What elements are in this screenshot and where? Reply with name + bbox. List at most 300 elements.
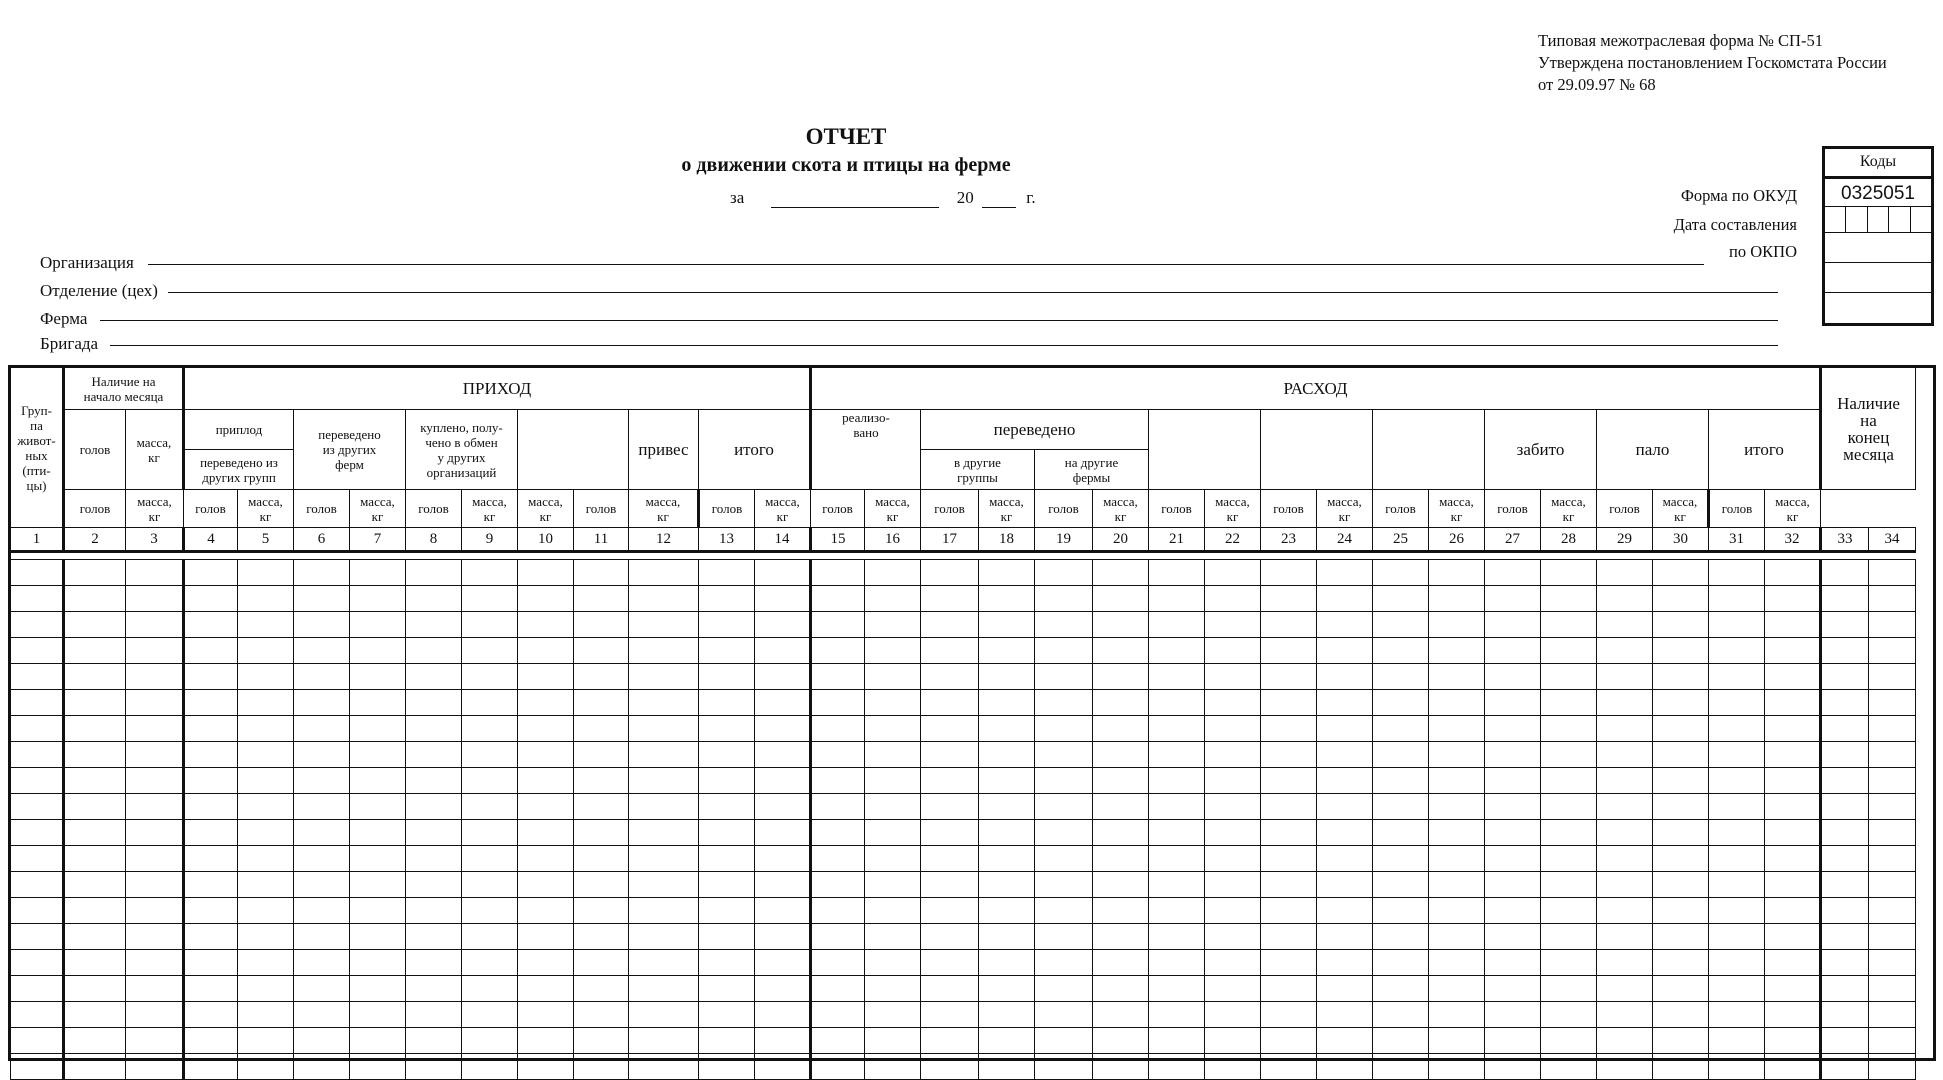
table-cell[interactable] bbox=[865, 742, 921, 768]
table-cell[interactable] bbox=[184, 768, 238, 794]
table-cell[interactable] bbox=[865, 1002, 921, 1028]
table-cell[interactable] bbox=[979, 586, 1035, 612]
table-cell[interactable] bbox=[294, 794, 350, 820]
table-cell[interactable] bbox=[865, 1028, 921, 1054]
table-cell[interactable] bbox=[1205, 560, 1261, 586]
table-cell[interactable] bbox=[1317, 586, 1373, 612]
table-cell[interactable] bbox=[699, 716, 755, 742]
table-cell[interactable] bbox=[126, 924, 184, 950]
table-cell[interactable] bbox=[1093, 950, 1149, 976]
table-cell[interactable] bbox=[979, 1002, 1035, 1028]
table-cell[interactable] bbox=[921, 846, 979, 872]
table-cell[interactable] bbox=[1821, 1028, 1869, 1054]
table-cell[interactable] bbox=[1485, 872, 1541, 898]
table-cell[interactable] bbox=[1035, 950, 1093, 976]
table-cell[interactable] bbox=[1373, 560, 1429, 586]
table-cell[interactable] bbox=[574, 560, 629, 586]
table-cell[interactable] bbox=[406, 950, 462, 976]
table-cell[interactable] bbox=[1869, 638, 1916, 664]
table-cell[interactable] bbox=[1869, 664, 1916, 690]
table-cell[interactable] bbox=[1429, 742, 1485, 768]
table-cell[interactable] bbox=[406, 768, 462, 794]
table-cell[interactable] bbox=[11, 690, 64, 716]
table-cell[interactable] bbox=[699, 950, 755, 976]
table-cell[interactable] bbox=[1205, 924, 1261, 950]
table-cell[interactable] bbox=[629, 768, 699, 794]
table-cell[interactable] bbox=[979, 664, 1035, 690]
table-cell[interactable] bbox=[1485, 1002, 1541, 1028]
table-cell[interactable] bbox=[629, 872, 699, 898]
table-cell[interactable] bbox=[755, 924, 811, 950]
table-cell[interactable] bbox=[1597, 794, 1653, 820]
table-cell[interactable] bbox=[1821, 560, 1869, 586]
table-cell[interactable] bbox=[1205, 950, 1261, 976]
table-cell[interactable] bbox=[518, 742, 574, 768]
table-cell[interactable] bbox=[1597, 872, 1653, 898]
table-cell[interactable] bbox=[126, 742, 184, 768]
table-cell[interactable] bbox=[1149, 846, 1205, 872]
table-cell[interactable] bbox=[629, 976, 699, 1002]
table-cell[interactable] bbox=[1821, 820, 1869, 846]
table-cell[interactable] bbox=[406, 1002, 462, 1028]
table-cell[interactable] bbox=[462, 898, 518, 924]
table-cell[interactable] bbox=[755, 560, 811, 586]
table-cell[interactable] bbox=[1373, 768, 1429, 794]
table-cell[interactable] bbox=[64, 664, 126, 690]
table-cell[interactable] bbox=[1597, 664, 1653, 690]
table-cell[interactable] bbox=[865, 690, 921, 716]
table-cell[interactable] bbox=[979, 1054, 1035, 1080]
table-cell[interactable] bbox=[462, 560, 518, 586]
table-cell[interactable] bbox=[755, 742, 811, 768]
table-cell[interactable] bbox=[1597, 768, 1653, 794]
table-cell[interactable] bbox=[1261, 690, 1317, 716]
table-cell[interactable] bbox=[350, 612, 406, 638]
table-cell[interactable] bbox=[1541, 1002, 1597, 1028]
table-cell[interactable] bbox=[126, 586, 184, 612]
table-cell[interactable] bbox=[979, 846, 1035, 872]
table-cell[interactable] bbox=[64, 638, 126, 664]
table-cell[interactable] bbox=[1093, 820, 1149, 846]
table-cell[interactable] bbox=[1373, 586, 1429, 612]
table-cell[interactable] bbox=[574, 846, 629, 872]
table-cell[interactable] bbox=[699, 768, 755, 794]
table-cell[interactable] bbox=[629, 794, 699, 820]
table-cell[interactable] bbox=[1869, 794, 1916, 820]
table-cell[interactable] bbox=[1869, 898, 1916, 924]
table-cell[interactable] bbox=[1709, 924, 1765, 950]
table-cell[interactable] bbox=[574, 612, 629, 638]
table-cell[interactable] bbox=[238, 612, 294, 638]
table-cell[interactable] bbox=[979, 794, 1035, 820]
table-cell[interactable] bbox=[865, 768, 921, 794]
table-cell[interactable] bbox=[574, 924, 629, 950]
table-cell[interactable] bbox=[406, 872, 462, 898]
table-cell[interactable] bbox=[518, 976, 574, 1002]
table-cell[interactable] bbox=[406, 846, 462, 872]
table-cell[interactable] bbox=[811, 950, 865, 976]
table-cell[interactable] bbox=[1317, 638, 1373, 664]
table-cell[interactable] bbox=[699, 794, 755, 820]
table-cell[interactable] bbox=[1373, 976, 1429, 1002]
table-cell[interactable] bbox=[1821, 924, 1869, 950]
table-cell[interactable] bbox=[1597, 820, 1653, 846]
table-cell[interactable] bbox=[1485, 950, 1541, 976]
table-cell[interactable] bbox=[1821, 846, 1869, 872]
table-cell[interactable] bbox=[1597, 846, 1653, 872]
table-cell[interactable] bbox=[921, 1002, 979, 1028]
table-cell[interactable] bbox=[1869, 820, 1916, 846]
table-cell[interactable] bbox=[1821, 742, 1869, 768]
table-cell[interactable] bbox=[755, 1054, 811, 1080]
table-cell[interactable] bbox=[294, 1002, 350, 1028]
table-cell[interactable] bbox=[699, 898, 755, 924]
table-cell[interactable] bbox=[238, 690, 294, 716]
table-cell[interactable] bbox=[1485, 742, 1541, 768]
table-cell[interactable] bbox=[1869, 716, 1916, 742]
table-cell[interactable] bbox=[64, 898, 126, 924]
table-cell[interactable] bbox=[1821, 586, 1869, 612]
table-cell[interactable] bbox=[1765, 950, 1821, 976]
table-cell[interactable] bbox=[64, 742, 126, 768]
table-cell[interactable] bbox=[1485, 898, 1541, 924]
table-cell[interactable] bbox=[184, 898, 238, 924]
table-cell[interactable] bbox=[1317, 742, 1373, 768]
table-cell[interactable] bbox=[1597, 690, 1653, 716]
table-cell[interactable] bbox=[1765, 976, 1821, 1002]
table-cell[interactable] bbox=[1149, 1002, 1205, 1028]
table-cell[interactable] bbox=[518, 638, 574, 664]
table-cell[interactable] bbox=[1373, 742, 1429, 768]
table-cell[interactable] bbox=[1261, 742, 1317, 768]
table-cell[interactable] bbox=[1869, 1028, 1916, 1054]
table-cell[interactable] bbox=[755, 716, 811, 742]
table-cell[interactable] bbox=[1205, 976, 1261, 1002]
table-cell[interactable] bbox=[518, 768, 574, 794]
table-cell[interactable] bbox=[979, 976, 1035, 1002]
table-cell[interactable] bbox=[1149, 638, 1205, 664]
table-cell[interactable] bbox=[1429, 1054, 1485, 1080]
table-cell[interactable] bbox=[238, 976, 294, 1002]
table-cell[interactable] bbox=[238, 924, 294, 950]
table-cell[interactable] bbox=[1261, 1054, 1317, 1080]
table-cell[interactable] bbox=[1653, 1002, 1709, 1028]
table-cell[interactable] bbox=[294, 664, 350, 690]
table-cell[interactable] bbox=[11, 716, 64, 742]
table-cell[interactable] bbox=[1821, 768, 1869, 794]
table-cell[interactable] bbox=[1093, 846, 1149, 872]
table-cell[interactable] bbox=[518, 690, 574, 716]
table-cell[interactable] bbox=[1261, 716, 1317, 742]
table-cell[interactable] bbox=[1317, 690, 1373, 716]
table-cell[interactable] bbox=[1317, 898, 1373, 924]
table-cell[interactable] bbox=[1429, 1028, 1485, 1054]
table-cell[interactable] bbox=[126, 768, 184, 794]
table-cell[interactable] bbox=[1485, 1054, 1541, 1080]
table-cell[interactable] bbox=[294, 846, 350, 872]
table-cell[interactable] bbox=[518, 560, 574, 586]
table-cell[interactable] bbox=[699, 612, 755, 638]
table-cell[interactable] bbox=[1765, 586, 1821, 612]
table-cell[interactable] bbox=[755, 664, 811, 690]
brigade-field[interactable] bbox=[110, 345, 1778, 346]
table-cell[interactable] bbox=[1205, 1028, 1261, 1054]
table-cell[interactable] bbox=[1597, 638, 1653, 664]
table-cell[interactable] bbox=[1093, 638, 1149, 664]
table-cell[interactable] bbox=[1205, 846, 1261, 872]
table-cell[interactable] bbox=[1765, 820, 1821, 846]
table-cell[interactable] bbox=[238, 664, 294, 690]
table-cell[interactable] bbox=[1541, 742, 1597, 768]
table-cell[interactable] bbox=[11, 1054, 64, 1080]
table-cell[interactable] bbox=[1653, 976, 1709, 1002]
table-cell[interactable] bbox=[1653, 690, 1709, 716]
organization-field[interactable] bbox=[148, 264, 1704, 265]
table-cell[interactable] bbox=[350, 560, 406, 586]
table-cell[interactable] bbox=[574, 898, 629, 924]
table-cell[interactable] bbox=[1093, 1002, 1149, 1028]
table-cell[interactable] bbox=[462, 742, 518, 768]
table-cell[interactable] bbox=[1093, 560, 1149, 586]
table-cell[interactable] bbox=[406, 976, 462, 1002]
table-cell[interactable] bbox=[629, 612, 699, 638]
table-cell[interactable] bbox=[462, 664, 518, 690]
table-cell[interactable] bbox=[811, 1002, 865, 1028]
table-cell[interactable] bbox=[406, 638, 462, 664]
table-cell[interactable] bbox=[921, 820, 979, 846]
table-cell[interactable] bbox=[126, 690, 184, 716]
table-cell[interactable] bbox=[462, 612, 518, 638]
table-cell[interactable] bbox=[811, 872, 865, 898]
table-cell[interactable] bbox=[294, 638, 350, 664]
table-cell[interactable] bbox=[921, 690, 979, 716]
table-cell[interactable] bbox=[1429, 1002, 1485, 1028]
table-cell[interactable] bbox=[1205, 716, 1261, 742]
table-cell[interactable] bbox=[1035, 1054, 1093, 1080]
table-cell[interactable] bbox=[1821, 638, 1869, 664]
table-cell[interactable] bbox=[1869, 560, 1916, 586]
table-cell[interactable] bbox=[462, 872, 518, 898]
table-cell[interactable] bbox=[64, 560, 126, 586]
table-cell[interactable] bbox=[1765, 768, 1821, 794]
table-cell[interactable] bbox=[1317, 976, 1373, 1002]
period-field[interactable] bbox=[771, 189, 939, 208]
table-cell[interactable] bbox=[574, 1028, 629, 1054]
table-cell[interactable] bbox=[294, 898, 350, 924]
table-cell[interactable] bbox=[126, 872, 184, 898]
table-cell[interactable] bbox=[1373, 1002, 1429, 1028]
table-cell[interactable] bbox=[1429, 846, 1485, 872]
table-cell[interactable] bbox=[811, 768, 865, 794]
table-cell[interactable] bbox=[755, 820, 811, 846]
table-cell[interactable] bbox=[921, 768, 979, 794]
table-cell[interactable] bbox=[1653, 820, 1709, 846]
table-cell[interactable] bbox=[294, 950, 350, 976]
table-cell[interactable] bbox=[979, 950, 1035, 976]
table-cell[interactable] bbox=[699, 586, 755, 612]
table-cell[interactable] bbox=[1653, 846, 1709, 872]
table-cell[interactable] bbox=[64, 716, 126, 742]
table-cell[interactable] bbox=[64, 1002, 126, 1028]
table-cell[interactable] bbox=[574, 638, 629, 664]
table-cell[interactable] bbox=[1869, 872, 1916, 898]
table-cell[interactable] bbox=[1317, 1054, 1373, 1080]
table-cell[interactable] bbox=[629, 1028, 699, 1054]
table-cell[interactable] bbox=[126, 846, 184, 872]
table-cell[interactable] bbox=[126, 560, 184, 586]
table-cell[interactable] bbox=[1261, 1002, 1317, 1028]
table-cell[interactable] bbox=[294, 768, 350, 794]
table-cell[interactable] bbox=[1765, 1054, 1821, 1080]
table-cell[interactable] bbox=[462, 586, 518, 612]
table-cell[interactable] bbox=[1541, 612, 1597, 638]
table-cell[interactable] bbox=[865, 794, 921, 820]
table-cell[interactable] bbox=[64, 690, 126, 716]
table-cell[interactable] bbox=[811, 560, 865, 586]
table-cell[interactable] bbox=[1317, 950, 1373, 976]
table-cell[interactable] bbox=[294, 560, 350, 586]
table-cell[interactable] bbox=[979, 690, 1035, 716]
table-cell[interactable] bbox=[1653, 1054, 1709, 1080]
table-cell[interactable] bbox=[755, 872, 811, 898]
table-cell[interactable] bbox=[126, 898, 184, 924]
table-cell[interactable] bbox=[1093, 872, 1149, 898]
table-cell[interactable] bbox=[979, 1028, 1035, 1054]
table-cell[interactable] bbox=[811, 976, 865, 1002]
table-cell[interactable] bbox=[1317, 820, 1373, 846]
table-cell[interactable] bbox=[184, 794, 238, 820]
table-cell[interactable] bbox=[11, 924, 64, 950]
table-cell[interactable] bbox=[1765, 690, 1821, 716]
table-cell[interactable] bbox=[1709, 1002, 1765, 1028]
table-cell[interactable] bbox=[294, 820, 350, 846]
table-cell[interactable] bbox=[462, 976, 518, 1002]
table-cell[interactable] bbox=[1653, 742, 1709, 768]
table-cell[interactable] bbox=[1821, 612, 1869, 638]
table-cell[interactable] bbox=[1429, 586, 1485, 612]
table-cell[interactable] bbox=[184, 950, 238, 976]
code-cell-4[interactable] bbox=[1825, 263, 1931, 293]
table-cell[interactable] bbox=[699, 664, 755, 690]
table-cell[interactable] bbox=[1541, 794, 1597, 820]
table-cell[interactable] bbox=[1709, 638, 1765, 664]
table-cell[interactable] bbox=[462, 768, 518, 794]
table-cell[interactable] bbox=[518, 586, 574, 612]
table-cell[interactable] bbox=[1429, 638, 1485, 664]
table-cell[interactable] bbox=[294, 976, 350, 1002]
table-cell[interactable] bbox=[1709, 794, 1765, 820]
table-cell[interactable] bbox=[699, 820, 755, 846]
table-cell[interactable] bbox=[350, 716, 406, 742]
table-cell[interactable] bbox=[350, 768, 406, 794]
table-cell[interactable] bbox=[1035, 612, 1093, 638]
date-cells[interactable] bbox=[1825, 207, 1931, 233]
table-cell[interactable] bbox=[1821, 872, 1869, 898]
table-cell[interactable] bbox=[1373, 1028, 1429, 1054]
table-cell[interactable] bbox=[1541, 638, 1597, 664]
table-cell[interactable] bbox=[699, 638, 755, 664]
table-cell[interactable] bbox=[1317, 924, 1373, 950]
table-cell[interactable] bbox=[1205, 612, 1261, 638]
table-cell[interactable] bbox=[921, 742, 979, 768]
table-cell[interactable] bbox=[1821, 1002, 1869, 1028]
table-cell[interactable] bbox=[811, 716, 865, 742]
table-cell[interactable] bbox=[11, 612, 64, 638]
table-cell[interactable] bbox=[406, 742, 462, 768]
table-cell[interactable] bbox=[629, 898, 699, 924]
table-cell[interactable] bbox=[294, 924, 350, 950]
table-cell[interactable] bbox=[921, 586, 979, 612]
table-cell[interactable] bbox=[184, 586, 238, 612]
table-cell[interactable] bbox=[921, 1054, 979, 1080]
table-cell[interactable] bbox=[1093, 1054, 1149, 1080]
table-cell[interactable] bbox=[350, 638, 406, 664]
table-cell[interactable] bbox=[1035, 716, 1093, 742]
table-cell[interactable] bbox=[1653, 794, 1709, 820]
table-cell[interactable] bbox=[1261, 612, 1317, 638]
table-cell[interactable] bbox=[406, 1028, 462, 1054]
table-cell[interactable] bbox=[811, 1054, 865, 1080]
table-cell[interactable] bbox=[518, 846, 574, 872]
table-cell[interactable] bbox=[1261, 1028, 1317, 1054]
table-cell[interactable] bbox=[406, 586, 462, 612]
table-cell[interactable] bbox=[1541, 976, 1597, 1002]
table-cell[interactable] bbox=[518, 794, 574, 820]
table-cell[interactable] bbox=[1541, 560, 1597, 586]
table-cell[interactable] bbox=[1709, 560, 1765, 586]
table-cell[interactable] bbox=[238, 768, 294, 794]
table-cell[interactable] bbox=[406, 664, 462, 690]
table-cell[interactable] bbox=[462, 924, 518, 950]
table-cell[interactable] bbox=[11, 586, 64, 612]
table-cell[interactable] bbox=[1205, 638, 1261, 664]
table-cell[interactable] bbox=[1765, 846, 1821, 872]
table-cell[interactable] bbox=[1485, 924, 1541, 950]
table-cell[interactable] bbox=[1149, 1054, 1205, 1080]
table-cell[interactable] bbox=[1035, 794, 1093, 820]
table-cell[interactable] bbox=[574, 664, 629, 690]
table-cell[interactable] bbox=[979, 924, 1035, 950]
table-cell[interactable] bbox=[1317, 716, 1373, 742]
table-cell[interactable] bbox=[755, 950, 811, 976]
table-cell[interactable] bbox=[865, 976, 921, 1002]
table-cell[interactable] bbox=[11, 846, 64, 872]
table-cell[interactable] bbox=[865, 638, 921, 664]
table-cell[interactable] bbox=[574, 794, 629, 820]
table-cell[interactable] bbox=[755, 586, 811, 612]
table-cell[interactable] bbox=[1373, 924, 1429, 950]
table-cell[interactable] bbox=[629, 950, 699, 976]
table-cell[interactable] bbox=[350, 950, 406, 976]
table-cell[interactable] bbox=[406, 794, 462, 820]
table-cell[interactable] bbox=[1485, 664, 1541, 690]
table-cell[interactable] bbox=[1869, 586, 1916, 612]
table-cell[interactable] bbox=[1653, 898, 1709, 924]
table-cell[interactable] bbox=[64, 612, 126, 638]
table-cell[interactable] bbox=[238, 560, 294, 586]
table-cell[interactable] bbox=[1653, 638, 1709, 664]
table-cell[interactable] bbox=[1765, 794, 1821, 820]
table-cell[interactable] bbox=[1205, 1002, 1261, 1028]
table-cell[interactable] bbox=[1709, 768, 1765, 794]
table-cell[interactable] bbox=[1205, 586, 1261, 612]
table-cell[interactable] bbox=[238, 794, 294, 820]
table-cell[interactable] bbox=[294, 690, 350, 716]
table-cell[interactable] bbox=[1093, 924, 1149, 950]
table-cell[interactable] bbox=[350, 1054, 406, 1080]
table-cell[interactable] bbox=[1261, 794, 1317, 820]
table-cell[interactable] bbox=[406, 690, 462, 716]
